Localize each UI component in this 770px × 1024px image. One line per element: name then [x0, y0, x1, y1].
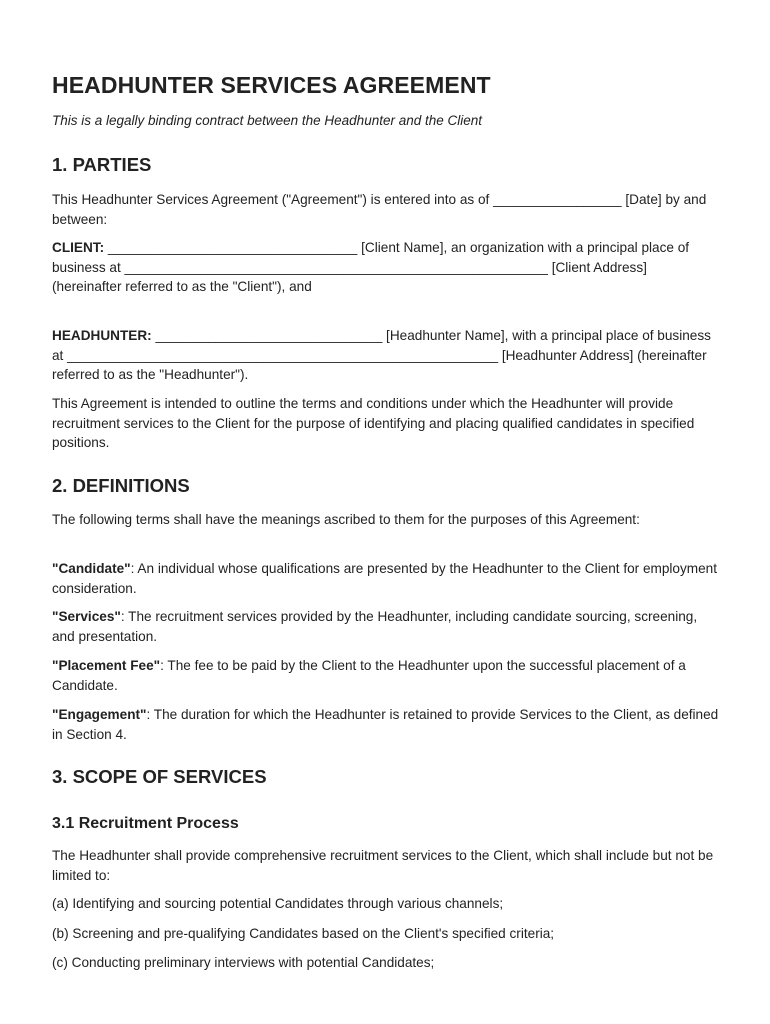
- agreement-purpose: This Agreement is intended to outline the terms and conditions under which the Headhunter will provide recruitment services to the Client for the purpose of identifying and placing qualified candidates in specified positions.: [52, 396, 695, 450]
- definition-text: : An individual whose qualifications are presented by the Headhunter to the Client for employment consideration.: [52, 561, 717, 596]
- document-title: HEADHUNTER SERVICES AGREEMENT: [52, 72, 491, 98]
- headhunter-label: HEADHUNTER:: [52, 328, 152, 343]
- definition-term: "Placement Fee": [52, 658, 161, 673]
- document-subtitle: This is a legally binding contract between the Headhunter and the Client: [52, 113, 483, 128]
- section-heading-scope: 3. SCOPE OF SERVICES: [52, 766, 267, 787]
- definition-item: [52, 559, 720, 598]
- subsection-heading-recruitment: 3.1 Recruitment Process: [52, 815, 239, 832]
- scope-list-item: (b) Screening and pre-qualifying Candidates based on the Client's specified criteria;: [52, 926, 555, 941]
- scope-intro: The Headhunter shall provide comprehensive recruitment services to the Client, which shall include but not be limited to:: [52, 848, 714, 883]
- client-paragraph: [52, 238, 720, 297]
- definition-item: [52, 656, 720, 695]
- definitions-intro: The following terms shall have the meanings ascribed to them for the purposes of this Agreement:: [52, 512, 640, 527]
- definition-term: "Engagement": [52, 707, 147, 722]
- client-label: CLIENT:: [52, 240, 105, 255]
- headhunter-paragraph: [52, 326, 720, 385]
- definition-text: : The recruitment services provided by the Headhunter, including candidate sourcing, screening, and presentation.: [52, 609, 698, 644]
- scope-list-item: (c) Conducting preliminary interviews with potential Candidates;: [52, 955, 435, 970]
- scope-list-item: (a) Identifying and sourcing potential Candidates through various channels;: [52, 896, 504, 911]
- definition-text: : The duration for which the Headhunter is retained to provide Services to the Client, as defined in Section 4.: [52, 707, 719, 742]
- client-text: _________________________________ [Client Name], an organization with a principal place of business at ________________________________________________________ [Client Address] (hereinafter referred to as the "Client"), and: [52, 240, 690, 294]
- definition-term: "Services": [52, 609, 121, 624]
- definition-term: "Candidate": [52, 561, 131, 576]
- parties-intro: This Headhunter Services Agreement ("Agreement") is entered into as of _________________ [Date] by and between:: [52, 192, 707, 227]
- headhunter-text: ______________________________ [Headhunter Name], with a principal place of business at _________________________________________________________ [Headhunter Address] (hereinafter referred to as the "Headhunter").: [52, 328, 711, 382]
- definition-item: [52, 607, 720, 646]
- section-heading-definitions: 2. DEFINITIONS: [52, 475, 190, 496]
- section-heading-parties: 1. PARTIES: [52, 154, 152, 175]
- definition-item: [52, 705, 720, 744]
- definition-text: : The fee to be paid by the Client to the Headhunter upon the successful placement of a Candidate.: [52, 658, 686, 693]
